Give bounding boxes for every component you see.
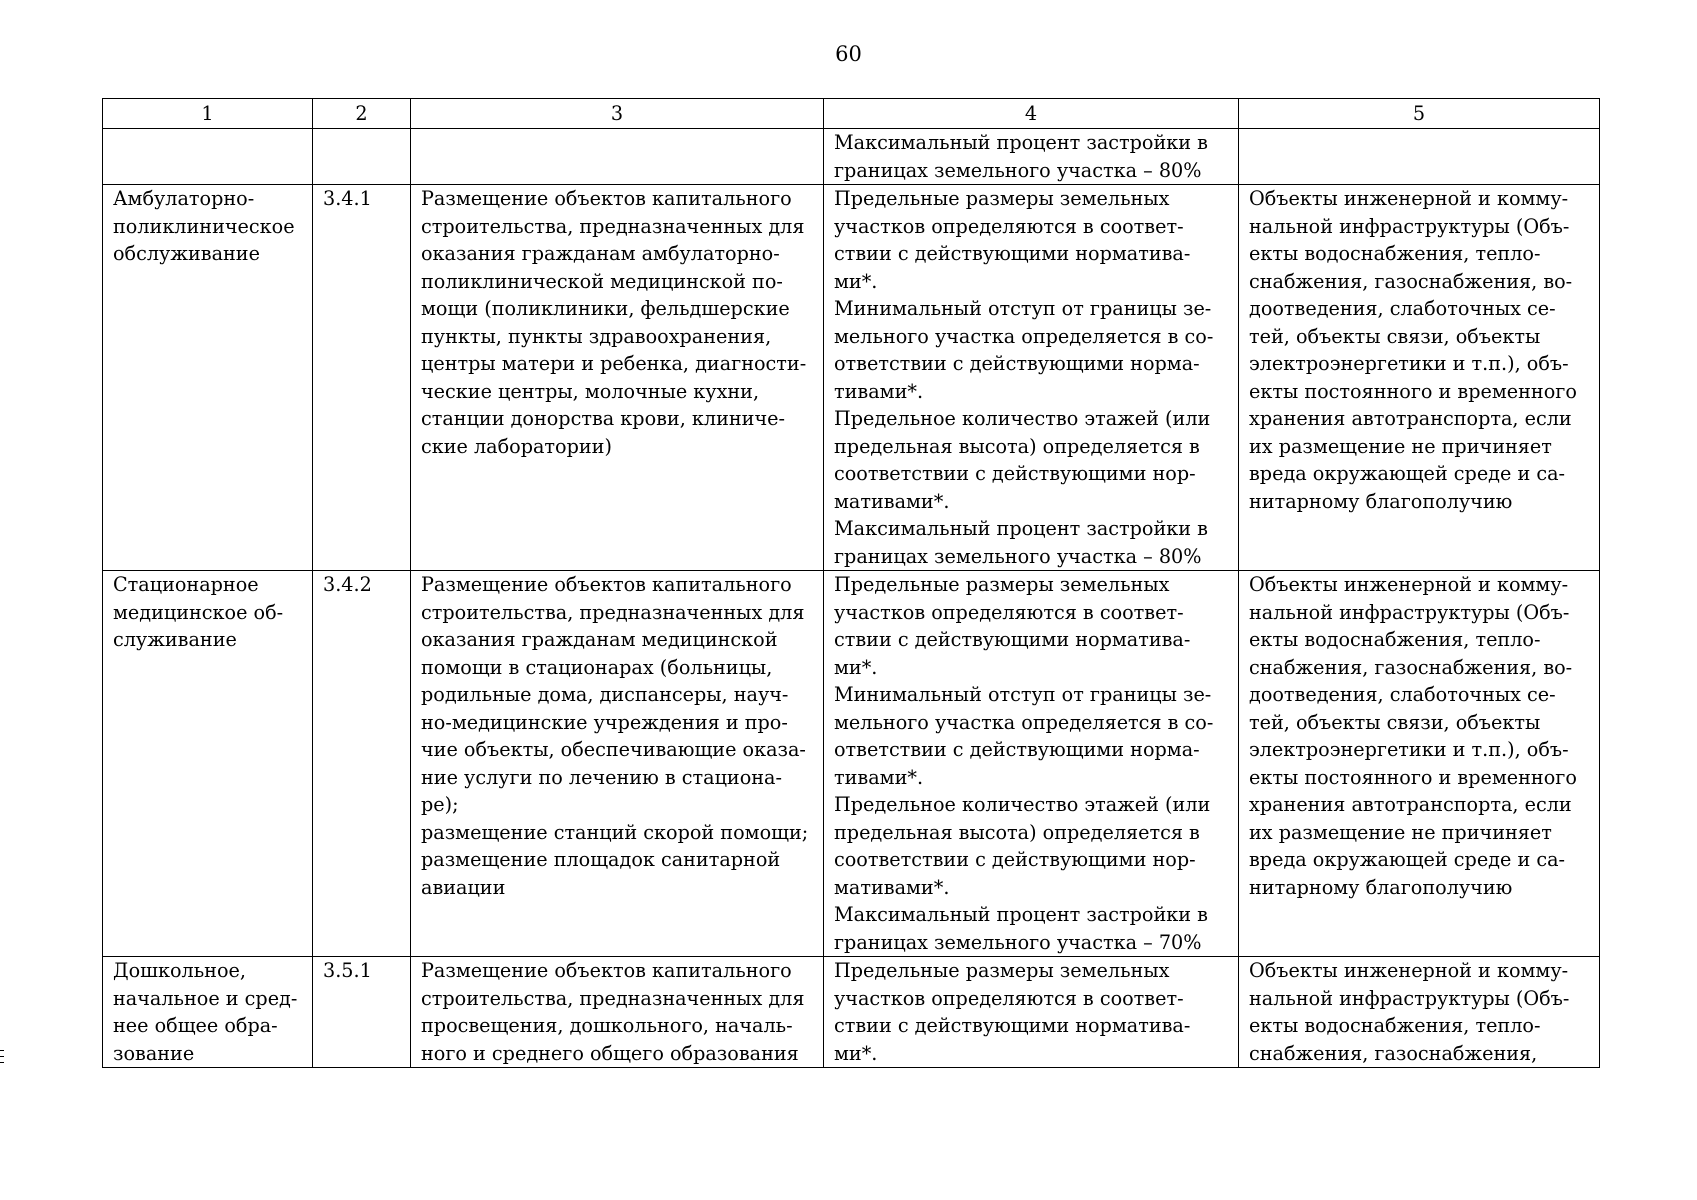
cell-text-line: электроэнергетики и т.п.), объ- (1249, 738, 1569, 761)
cell-text-line: ми*. (834, 1041, 878, 1065)
cell-text-line: снабжения, газоснабжения, во- (1249, 269, 1573, 293)
cell-text-line: мативами*. (834, 875, 950, 899)
cell-text-line: мельного участка определяется в со- (834, 324, 1214, 348)
description-cell (411, 185, 824, 571)
cell-text-line: екты постоянного и временного (1249, 379, 1577, 403)
cell-text-line: доотведения, слаботочных се- (1249, 297, 1556, 320)
table-row (103, 571, 1600, 957)
cell-text-line: Предельные размеры земельных (834, 959, 1170, 982)
cell-text-line: ответствии с действующими норма- (834, 352, 1200, 375)
cell-text-line: ствии с действующими нормативa- (834, 628, 1191, 651)
column-header: 3 (411, 99, 824, 129)
cell-text-line: Предельные размеры земельных (834, 187, 1170, 210)
cell-text-line: ческие центры, молочные кухни, (421, 379, 760, 403)
cell-text-line: Объекты инженерной и комму- (1249, 959, 1569, 982)
cell-text-line: снабжения, газоснабжения, во- (1249, 655, 1573, 679)
cell-text-line: ответствии с действующими норма- (834, 738, 1200, 761)
table-header-row (103, 99, 1600, 129)
column-header: 5 (1239, 99, 1600, 129)
cell-text-line: их размещение не причиняет (1249, 434, 1552, 458)
cell-text-line: Предельное количество этажей (или (834, 793, 1211, 816)
cell-text-line: доотведения, слаботочных се- (1249, 683, 1556, 706)
cell-text-line: Объекты инженерной и комму- (1249, 187, 1569, 210)
cell-text-line: нальной инфраструктуры (Объ- (1249, 600, 1570, 624)
cell-text-line: предельная высота) определяется в (834, 434, 1200, 458)
cell-text-line: размещение станций скорой помощи; (421, 820, 809, 844)
cell-text-line: соответствии с действующими нор- (834, 848, 1196, 871)
cell-text-line: екты водоснабжения, тепло- (1249, 1014, 1541, 1037)
cell-text-line: нальной инфраструктуры (Объ- (1249, 214, 1570, 238)
use-type-cell (103, 185, 313, 571)
cell-text-line: родильные дома, диспансеры, науч- (421, 683, 789, 706)
cell-text-line: границах земельного участка – 70% (834, 930, 1202, 954)
code-cell: 3.4.1 (313, 185, 411, 571)
cell-text-line: Максимальный процент застройки в (834, 903, 1208, 926)
cell-text-line: пункты, пункты здравоохранения, (421, 324, 772, 348)
cell-text-line: но-медицинские учреждения и про- (421, 710, 788, 734)
cell-text-line: ре); (421, 793, 459, 816)
cell-text-line: строительства, предназначенных для (421, 214, 805, 238)
cell-text-line: ние услуги по лечению в стациона- (421, 765, 782, 789)
cell-text-line: начальное и сред- (113, 986, 298, 1010)
cell-text-line: снабжения, газоснабжения, (1249, 1041, 1538, 1065)
cell-text-line: екты водоснабжения, тепло- (1249, 242, 1541, 265)
cell-text-line: участков определяются в соответ- (834, 986, 1184, 1010)
cell-text-line: их размещение не причиняет (1249, 820, 1552, 844)
parameters-cell (824, 185, 1239, 571)
cell-text-line: оказания гражданам амбулаторно- (421, 242, 780, 265)
cell-text-line: нее общее обра- (113, 1014, 278, 1037)
cell-text-line: Размещение объектов капитального (421, 187, 792, 210)
auxiliary-uses-cell (1239, 129, 1600, 185)
cell-text-line: зование (113, 1041, 195, 1065)
cell-text-line: обслуживание (113, 242, 260, 265)
cell-text-line: вреда окружающей среде и са- (1249, 848, 1565, 871)
cell-text-line: ми*. (834, 655, 878, 679)
cell-text-line: строительства, предназначенных для (421, 600, 805, 624)
scan-edge-marks (0, 1050, 4, 1068)
use-type-cell (103, 129, 313, 185)
auxiliary-uses-cell (1239, 957, 1600, 1068)
cell-text-line: предельная высота) определяется в (834, 820, 1200, 844)
cell-text-line: екты водоснабжения, тепло- (1249, 628, 1541, 651)
parameters-cell (824, 129, 1239, 185)
cell-text-line: мельного участка определяется в со- (834, 710, 1214, 734)
cell-text-line: поликлинической медицинской по- (421, 269, 783, 293)
parameters-cell (824, 957, 1239, 1068)
page-number: 60 (835, 42, 862, 66)
cell-text-line: помощи в стационарах (больницы, (421, 655, 773, 679)
cell-text-line: ские лаборатории) (421, 434, 612, 458)
table-body (103, 129, 1600, 1068)
column-header: 1 (103, 99, 313, 129)
code-cell: 3.4.2 (313, 571, 411, 957)
cell-text-line: участков определяются в соответ- (834, 600, 1184, 624)
table-row (103, 185, 1600, 571)
cell-text-line: Размещение объектов капитального (421, 573, 792, 596)
cell-text-line: чие объекты, обеспечивающие оказа- (421, 738, 806, 761)
cell-text-line: ствии с действующими нормативa- (834, 242, 1191, 265)
cell-text-line: тивами*. (834, 765, 924, 789)
use-type-cell (103, 571, 313, 957)
cell-text-line: вреда окружающей среде и са- (1249, 462, 1565, 485)
cell-text-line: Максимальный процент застройки в (834, 131, 1208, 154)
cell-text-line: Предельное количество этажей (или (834, 407, 1211, 430)
cell-text-line: ми*. (834, 269, 878, 293)
cell-text-line: ного и среднего общего образования (421, 1041, 799, 1065)
cell-text-line: нитарному благополучию (1249, 489, 1513, 513)
cell-text-line: мативами*. (834, 489, 950, 513)
column-header: 4 (824, 99, 1239, 129)
table-row (103, 129, 1600, 185)
cell-text-line: соответствии с действующими нор- (834, 462, 1196, 485)
cell-text-line: просвещения, дошкольного, началь- (421, 1014, 793, 1037)
auxiliary-uses-cell (1239, 571, 1600, 957)
description-cell (411, 571, 824, 957)
description-cell (411, 129, 824, 185)
code-cell (313, 129, 411, 185)
cell-text-line: медицинское об- (113, 600, 284, 624)
cell-text-line: Минимальный отступ от границы зе- (834, 297, 1212, 320)
cell-text-line: станции донорства крови, клиниче- (421, 407, 785, 430)
cell-text-line: оказания гражданам медицинской (421, 628, 778, 651)
cell-text-line: служивание (113, 628, 237, 651)
cell-text-line: Предельные размеры земельных (834, 573, 1170, 596)
cell-text-line: тей, объекты связи, объекты (1249, 710, 1541, 734)
table-row (103, 957, 1600, 1068)
cell-text-line: нитарному благополучию (1249, 875, 1513, 899)
column-header: 2 (313, 99, 411, 129)
cell-text-line: Минимальный отступ от границы зе- (834, 683, 1212, 706)
cell-text-line: поликлиническое (113, 214, 295, 238)
cell-text-line: мощи (поликлиники, фельдшерские (421, 297, 790, 320)
cell-text-line: тивами*. (834, 379, 924, 403)
cell-text-line: екты постоянного и временного (1249, 765, 1577, 789)
cell-text-line: хранения автотранспорта, если (1249, 407, 1572, 430)
cell-text-line: центры матери и ребенка, диагности- (421, 352, 807, 375)
cell-text-line: строительства, предназначенных для (421, 986, 805, 1010)
cell-text-line: электроэнергетики и т.п.), объ- (1249, 352, 1569, 375)
cell-text-line: авиации (421, 875, 506, 899)
description-cell (411, 957, 824, 1068)
regulations-table (102, 98, 1600, 1068)
cell-text-line: Амбулаторно- (113, 187, 255, 210)
cell-text-line: ствии с действующими нормативa- (834, 1014, 1191, 1037)
cell-text-line: хранения автотранспорта, если (1249, 793, 1572, 816)
code-cell: 3.5.1 (313, 957, 411, 1068)
cell-text-line: Размещение объектов капитального (421, 959, 792, 982)
cell-text-line: нальной инфраструктуры (Объ- (1249, 986, 1570, 1010)
cell-text-line: Максимальный процент застройки в (834, 517, 1208, 540)
cell-text-line: Объекты инженерной и комму- (1249, 573, 1569, 596)
cell-text-line: границах земельного участка – 80% (834, 158, 1202, 182)
use-type-cell (103, 957, 313, 1068)
cell-text-line: тей, объекты связи, объекты (1249, 324, 1541, 348)
cell-text-line: границах земельного участка – 80% (834, 544, 1202, 568)
cell-text-line: Дошкольное, (113, 959, 246, 982)
parameters-cell (824, 571, 1239, 957)
cell-text-line: участков определяются в соответ- (834, 214, 1184, 238)
auxiliary-uses-cell (1239, 185, 1600, 571)
cell-text-line: Стационарное (113, 573, 259, 596)
cell-text-line: размещение площадок санитарной (421, 848, 781, 871)
